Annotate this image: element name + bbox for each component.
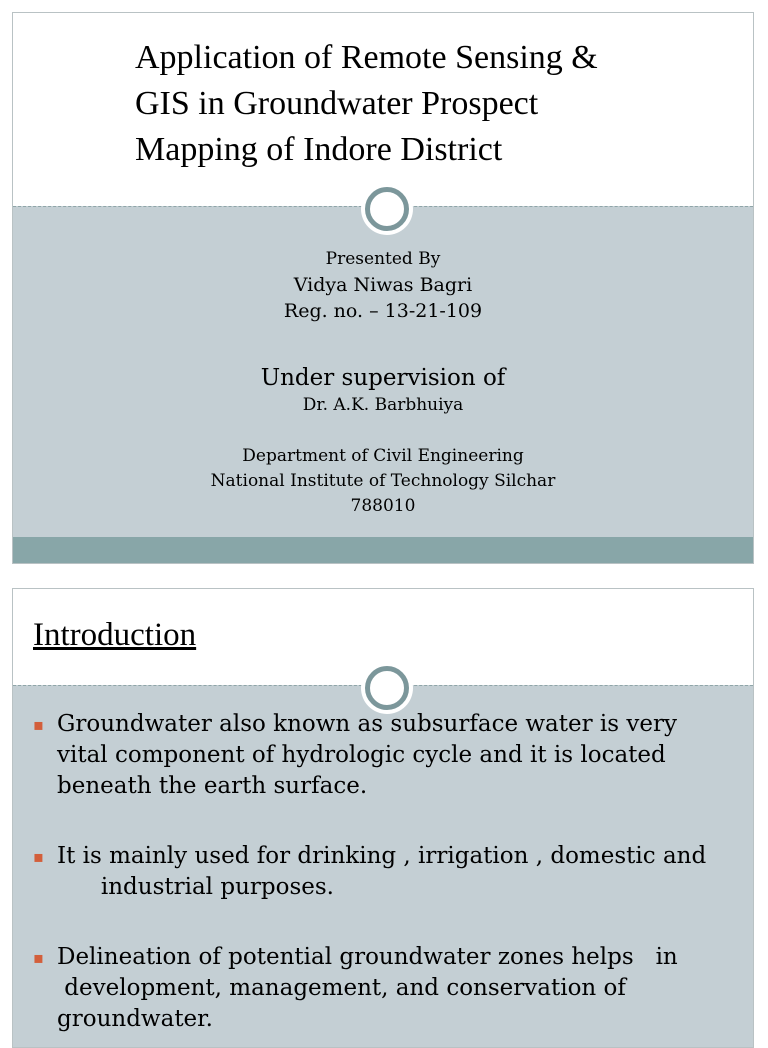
presenter-block — [13, 247, 753, 324]
list-item — [33, 709, 733, 802]
bullet-line: beneath the earth surface. — [57, 773, 368, 799]
registration-number: Reg. no. – 13-21-109 — [283, 300, 483, 322]
bullet-line: development, management, and conservation of — [57, 975, 626, 1001]
circle-ornament-icon — [365, 666, 409, 710]
presented-by-label: Presented By — [325, 249, 441, 269]
bullet-line: vital component of hydrologic cycle and it is located — [57, 742, 666, 768]
list-item — [33, 942, 733, 1035]
title-line: GIS in Groundwater Prospect — [135, 85, 539, 122]
title-slide — [12, 12, 754, 564]
affiliation-block — [13, 444, 753, 519]
bullet-line: industrial purposes. — [57, 874, 334, 900]
title-line: Mapping of Indore District — [135, 131, 503, 168]
bullet-square-icon: ▪ — [33, 948, 44, 967]
bullet-square-icon: ▪ — [33, 715, 44, 734]
supervision-block — [13, 363, 753, 418]
bullet-line: Delineation of potential groundwater zones helps in — [57, 944, 678, 970]
bullet-line: It is mainly used for drinking , irrigation , domestic and — [57, 843, 707, 869]
bullet-line: Groundwater also known as subsurface water is very — [57, 711, 677, 737]
footer-band — [13, 537, 753, 563]
bullet-line: groundwater. — [57, 1006, 213, 1032]
supervisor-name: Dr. A.K. Barbhuiya — [302, 395, 464, 415]
presenter-name: Vidya Niwas Bagri — [293, 274, 473, 296]
circle-ornament-icon — [365, 187, 409, 231]
introduction-slide — [12, 588, 754, 1048]
bullet-square-icon: ▪ — [33, 847, 44, 866]
department-name: Department of Civil Engineering — [242, 446, 524, 466]
presentation-title — [135, 35, 735, 173]
bullet-list — [33, 709, 733, 1048]
slide-title: Introduction — [33, 617, 197, 653]
pincode: 788010 — [350, 496, 416, 516]
list-item — [33, 841, 733, 903]
supervision-label: Under supervision of — [260, 365, 506, 391]
institute-name: National Institute of Technology Silchar — [210, 471, 556, 491]
title-line: Application of Remote Sensing & — [135, 39, 598, 76]
